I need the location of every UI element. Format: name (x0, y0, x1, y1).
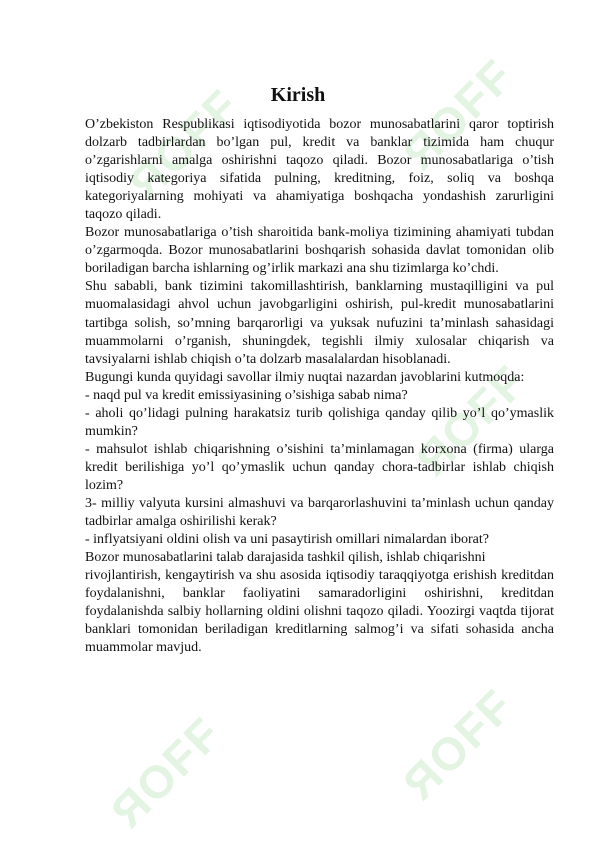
paragraph: O’zbekiston Respublikasi iqtisodiyotida bozor munosabatlarini qaror toptirish dolzarb tadbirlardan bo’lgan pul, kredit va banklar tizimida ham chuqur o’zgarishlarni amalga oshirishni taqozo qiladi. Bozor munosabatlariga o’tish iqtisodiy kategoriya sifatida pulning, kreditning, foiz, soliq va boshqa kategoriyalarning mohiyati va ahamiyatiga boshqacha yondashish zarurligini taqozo qiladi. (85, 117, 554, 223)
watermark: ЯOFF (118, 78, 250, 210)
watermark: ЯOFF (392, 678, 524, 810)
list-item: - mahsulot ishlab chiqarishning o’sishini ta’minlamagan korxona (firma) ularga kredit berilishiga yo’l qo’ymaslik uchun qanday chora-tadbirlar ishlab chiqish lozim? (85, 441, 554, 493)
list-item: - naqd pul va kredit emissiyasining o’sishiga sabab nima? (85, 387, 408, 403)
watermark: ЯOFF (405, 354, 537, 486)
paragraph: Bugungi kunda quyidagi savollar ilmiy nuqtai nazardan javoblarini kutmoqda: (85, 369, 525, 385)
watermark: ЯOFF (100, 706, 232, 838)
list-item: - aholi qo’lidagi pulning harakatsiz turib qolishiga qanday qilib yo’l qo’ymaslik mumkin? (85, 405, 554, 439)
watermark: ЯOFF (392, 48, 524, 180)
paragraph: Shu sababli, bank tizimini takomillashtirish, banklarning mustaqilligini va pul muomalasidagi ahvol uchun javobgarligini oshirish, pul-kredit munosabatlarini tartibga solish, so’mning barqarorligi va yuksak nufuzini ta’minlash sahasidagi muammolarni o’rganish, shuningdek, tegishli ilmiy xulosalar chiqarish va tavsiyalarni ishlab chiqish o’ta dolzarb masalalardan hisoblanadi. (85, 279, 554, 367)
list-item: - inflyatsiyani oldini olish va uni pasaytirish omillari nimalardan iborat? (85, 532, 489, 548)
paragraph: Bozor munosabatlarini talab darajasida tashkil qilish, ishlab chiqarishni (85, 550, 486, 566)
paragraph: Bozor munosabatlariga o’tish sharoitida bank-moliya tizimining ahamiyati tubdan o’zgarmoqda. Bozor munosabatlarini boshqarish sohasida davlat tomonidan olib boriladigan barcha ishlarning og’irlik markazi ana shu tizimlarga ko’chdi. (85, 225, 554, 277)
page-title: Kirish (270, 84, 326, 106)
paragraph: rivojlantirish, kengaytirish va shu asosida iqtisodiy taraqqiyotga erishish kreditdan foydalanishni, banklar faoliyatini samaradorligini oshirishni, kreditdan foydalanishda salbiy hollarning oldini olishni taqozo qiladi. Yoozirgi vaqtda tijorat banklari tomonidan beriladigan kreditlarning salmog’i va sifati sohasida ancha muammolar mavjud. (85, 568, 554, 656)
body-text (85, 116, 554, 657)
list-item: 3- milliy valyuta kursini almashuvi va barqarorlashuvini ta’minlash uchun qanday tadbirlar amalga oshirilishi kerak? (85, 495, 554, 530)
